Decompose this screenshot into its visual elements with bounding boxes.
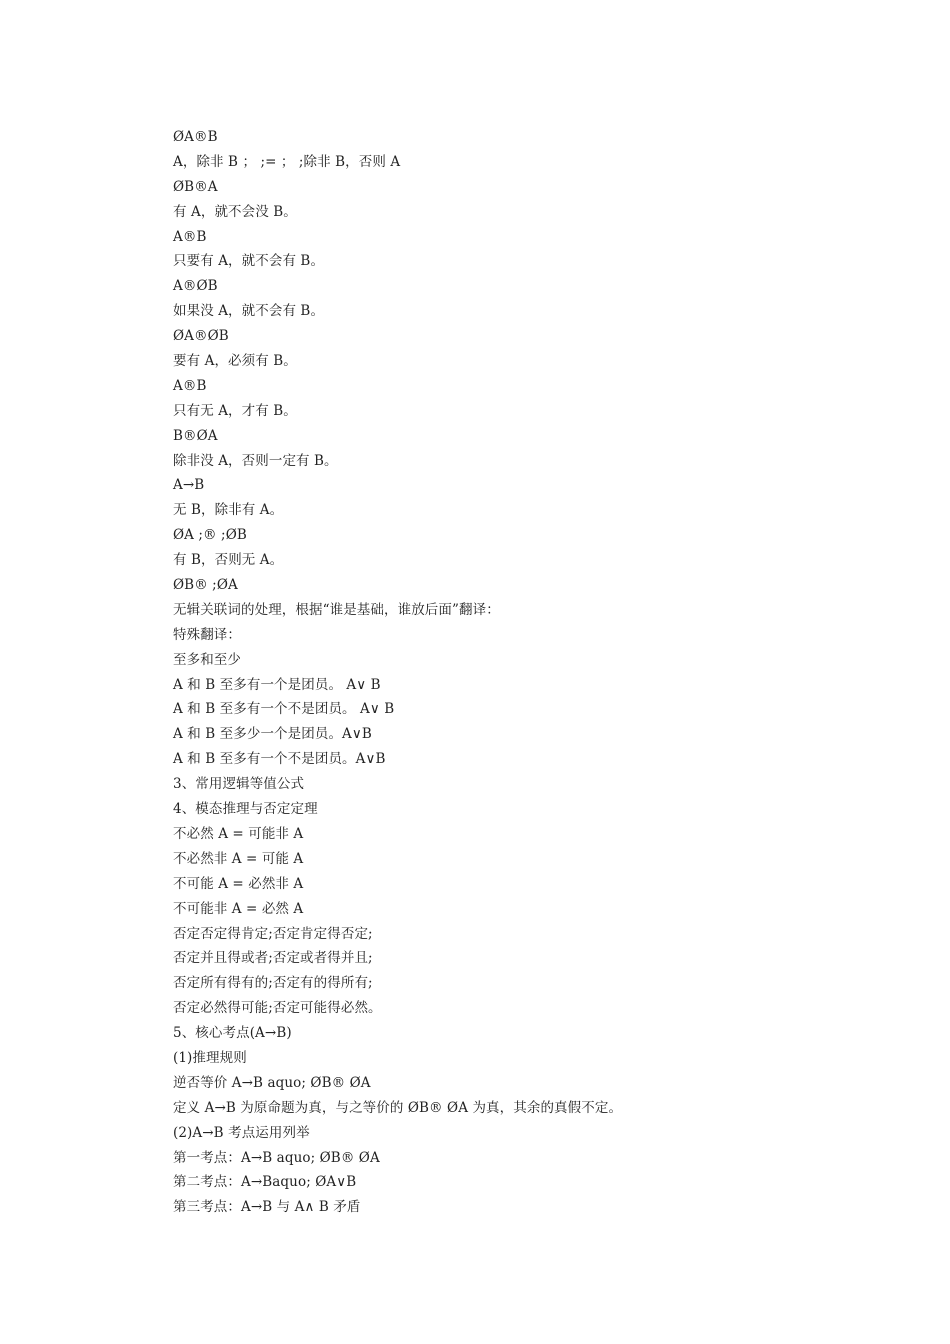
text-line: 只要有 A，就不会有 B。 [173, 253, 325, 270]
text-line: 有 A，就不会没 B。 [173, 203, 297, 220]
text-line: 否定所有得有的;否定有的得所有; [173, 975, 373, 992]
text-line: A®B [173, 377, 207, 394]
text-line: 如果没 A，就不会有 B。 [173, 303, 325, 320]
text-line: 第二考点：A→Baquo; ØA∨B [173, 1174, 357, 1191]
text-line: A 和 B 至多少一个是团员。A∨B [173, 726, 372, 743]
text-line: A，除非 B ； ;= ； ;除非 B，否则 A [173, 153, 401, 170]
text-line: 除非没 A，否则一定有 B。 [173, 452, 338, 469]
text-line: ØB® ;ØA [173, 577, 238, 594]
text-line: 至多和至少 [173, 651, 241, 668]
text-line: 特殊翻译： [173, 626, 241, 643]
text-line: 5、核心考点(A→B) [173, 1025, 292, 1042]
text-line: 不可能非 A = 必然 A [173, 900, 304, 917]
text-line: 否定否定得肯定;否定肯定得否定; [173, 925, 373, 942]
text-line: 不必然非 A = 可能 A [173, 850, 304, 867]
text-line: 有 B，否则无 A。 [173, 552, 284, 569]
text-line: 4、模态推理与否定定理 [173, 801, 318, 818]
text-line: 第三考点：A→B 与 A∧ B 矛盾 [173, 1199, 361, 1216]
text-line: ØA®B [173, 129, 218, 145]
text-line: A®ØB [173, 278, 218, 295]
text-line: A 和 B 至多有一个是团员。 A∨ B [173, 676, 381, 693]
text-line: 第一考点：A→B aquo; ØB® ØA [173, 1149, 380, 1166]
text-line: ØA®ØB [173, 328, 229, 345]
text-line: A®B [173, 228, 207, 245]
text-line: 定义 A→B 为原命题为真，与之等价的 ØB® ØA 为真，其余的真假不定。 [173, 1099, 623, 1116]
text-line: 只有无 A，才有 B。 [173, 402, 297, 419]
text-line: 无辑关联词的处理，根据“谁是基础，谁放后面”翻译： [173, 601, 500, 618]
text-line: (2)A→B 考点运用列举 [173, 1124, 310, 1141]
text-line: 否定必然得可能;否定可能得必然。 [173, 1000, 382, 1017]
text-line: ØA ;® ;ØB [173, 527, 247, 544]
text-line: (1)推理规则 [173, 1049, 247, 1066]
text-line: 不必然 A = 可能非 A [173, 825, 304, 842]
document-body [173, 125, 893, 1220]
text-line: 无 B，除非有 A。 [173, 502, 284, 519]
text-line: ØB®A [173, 178, 218, 195]
text-line: 要有 A，必须有 B。 [173, 353, 297, 370]
text-line: 3、常用逻辑等值公式 [173, 776, 305, 793]
text-line: A 和 B 至多有一个不是团员。 A∨ B [173, 701, 395, 718]
text-line: 不可能 A = 必然非 A [173, 875, 304, 892]
text-line: A 和 B 至多有一个不是团员。A∨B [173, 751, 386, 768]
text-line: A→B [173, 477, 205, 494]
text-line: B®ØA [173, 427, 218, 444]
text-line: 逆否等价 A→B aquo; ØB® ØA [173, 1074, 371, 1091]
text-line: 否定并且得或者;否定或者得并且; [173, 950, 373, 967]
